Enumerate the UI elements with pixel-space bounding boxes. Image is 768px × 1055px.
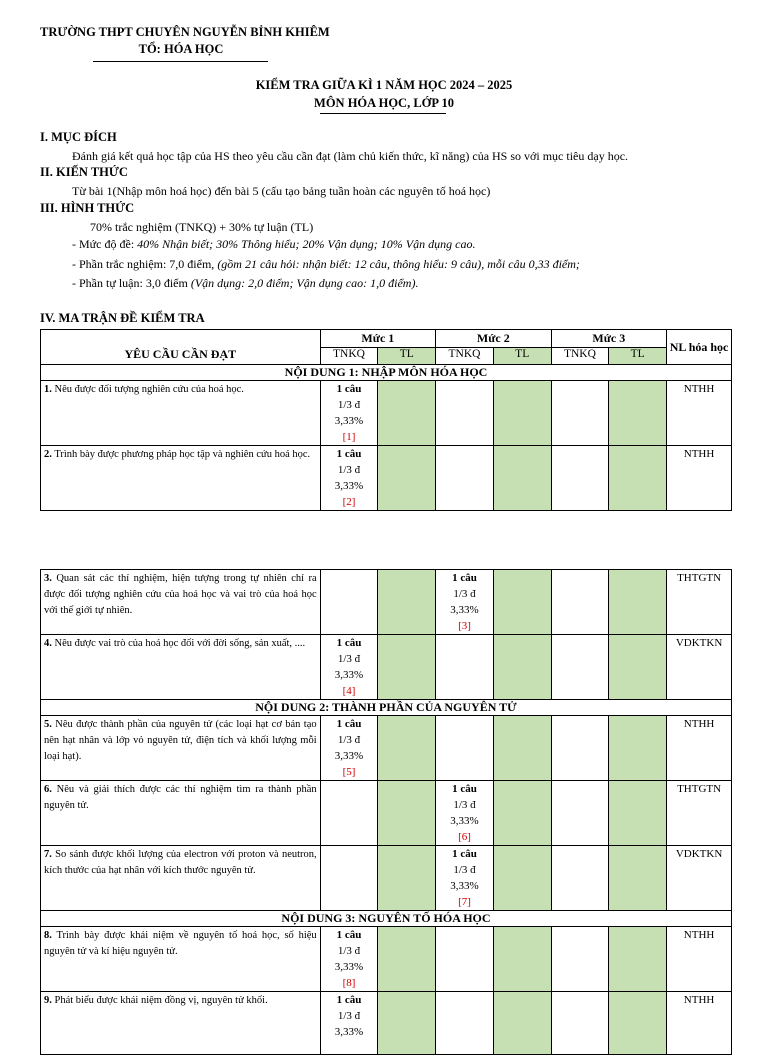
- section-knowledge-title: II. KIẾN THỨC: [40, 165, 128, 179]
- table-row: [41, 927, 732, 992]
- question-cell: 1 câu 1/3 đ 3,33% [7]: [436, 846, 494, 911]
- requirement-text: 9. Phát biểu được khái niệm đồng vị, nguyên tử khối.: [41, 992, 321, 1055]
- competency-code: NTHH: [667, 927, 732, 992]
- matrix-table-page2: [40, 569, 732, 1055]
- section-purpose-text: Đánh giá kết quả học tập của HS theo yêu cầu cần đạt (làm chủ kiến thức, kĩ năng) của HS so với mục tiêu dạy học.: [72, 149, 629, 163]
- content-heading: NỘI DUNG 2: THÀNH PHẦN CỦA NGUYÊN TỬ: [41, 700, 732, 716]
- question-cell: 1 câu 1/3 đ 3,33% [3]: [436, 570, 494, 635]
- question-cell: 1 câu 1/3 đ 3,33% [5]: [320, 716, 378, 781]
- requirement-text: 5. Nêu được thành phần của nguyên tử (các loại hạt cơ bản tạo nên hạt nhân và lớp vỏ nguyên tử, điện tích và khối lượng mỗi loại hạt).: [41, 716, 321, 781]
- level1-header: Mức 1: [320, 330, 435, 348]
- requirement-header: YÊU CẦU CẦN ĐẠT: [41, 330, 321, 365]
- exam-subject: MÔN HÓA HỌC, LỚP 10: [314, 96, 454, 110]
- competency-code: NTHH: [667, 446, 732, 511]
- question-cell: 1 câu 1/3 đ 3,33% [2]: [320, 446, 378, 511]
- table-row: [41, 635, 732, 700]
- requirement-text: 2. Trình bày được phương pháp học tập và nghiên cứu hoá học.: [41, 446, 321, 511]
- department-name: TỔ: HÓA HỌC: [138, 42, 224, 56]
- tnkq-header: TNKQ: [436, 348, 494, 365]
- section-knowledge-text: Từ bài 1(Nhập môn hoá học) đến bài 5 (cấu tạo bảng tuần hoàn các nguyên tố hoá học): [72, 184, 491, 198]
- requirement-text: 1. Nêu được đối tượng nghiên cứu của hoá học.: [41, 381, 321, 446]
- question-cell: 1 câu 1/3 đ 3,33% [8]: [320, 927, 378, 992]
- format-essay: - Phần tự luận: 3,0 điểm (Vận dụng: 2,0 điểm; Vận dụng cao: 1,0 điểm).: [72, 276, 419, 290]
- competency-code: NTHH: [667, 716, 732, 781]
- format-multiple-choice: - Phần trắc nghiệm: 7,0 điểm, (gồm 21 câu hỏi: nhận biết: 12 câu, thông hiểu: 9 câu), mỗi câu 0,33 điểm;: [72, 257, 580, 271]
- tl-header: TL: [609, 348, 667, 365]
- competency-code: VDKTKN: [667, 635, 732, 700]
- exam-title: KIỂM TRA GIỮA KÌ 1 NĂM HỌC 2024 – 2025: [255, 78, 513, 92]
- tl-header: TL: [493, 348, 551, 365]
- requirement-text: 4. Nêu được vai trò của hoá học đối với đời sống, sản xuất, ....: [41, 635, 321, 700]
- table-row: [41, 446, 732, 511]
- level3-header: Mức 3: [551, 330, 666, 348]
- requirement-text: 8. Trình bày được khái niệm về nguyên tố hoá học, số hiệu nguyên tử và kí hiệu nguyên tử.: [41, 927, 321, 992]
- header-divider: [93, 61, 268, 62]
- competency-code: THTGTN: [667, 781, 732, 846]
- tnkq-header: TNKQ: [551, 348, 609, 365]
- table-row: [41, 716, 732, 781]
- competency-code: VDKTKN: [667, 846, 732, 911]
- format-level: - Mức độ đề: 40% Nhận biết; 30% Thông hiểu; 20% Vận dụng; 10% Vận dụng cao.: [72, 237, 476, 251]
- requirement-text: 6. Nêu và giải thích được các thí nghiệm tìm ra thành phần nguyên tử.: [41, 781, 321, 846]
- tnkq-header: TNKQ: [320, 348, 378, 365]
- matrix-table-page1: [40, 329, 732, 511]
- question-cell: 1 câu 1/3 đ 3,33%: [320, 992, 378, 1055]
- requirement-text: 3. Quan sát các thí nghiệm, hiện tượng trong tự nhiên chỉ ra được đối tượng nghiên cứu của hoá học và vai trò của hoá học với thế giới tự nhiên.: [41, 570, 321, 635]
- content-heading: NỘI DUNG 3: NGUYÊN TỐ HÓA HỌC: [41, 911, 732, 927]
- table-row: [41, 570, 732, 635]
- format-ratio: 70% trắc nghiệm (TNKQ) + 30% tự luận (TL): [90, 220, 314, 234]
- section-purpose-title: I. MỤC ĐÍCH: [40, 130, 117, 144]
- table-row: [41, 846, 732, 911]
- table-row: [41, 781, 732, 846]
- school-name: TRƯỜNG THPT CHUYÊN NGUYỄN BỈNH KHIÊM: [40, 25, 330, 39]
- question-cell: 1 câu 1/3 đ 3,33% [4]: [320, 635, 378, 700]
- content-heading: NỘI DUNG 1: NHẬP MÔN HÓA HỌC: [41, 365, 732, 381]
- competency-code: NTHH: [667, 992, 732, 1055]
- nl-header: NL hóa học: [667, 330, 732, 365]
- subject-underline: [320, 113, 446, 114]
- question-cell: 1 câu 1/3 đ 3,33% [6]: [436, 781, 494, 846]
- level2-header: Mức 2: [436, 330, 551, 348]
- competency-code: THTGTN: [667, 570, 732, 635]
- table-row: [41, 381, 732, 446]
- question-cell: 1 câu 1/3 đ 3,33% [1]: [320, 381, 378, 446]
- table-row: [41, 992, 732, 1055]
- section-matrix-title: IV. MA TRẬN ĐỀ KIỂM TRA: [40, 311, 205, 325]
- requirement-text: 7. So sánh được khối lượng của electron với proton và neutron, kích thước của hạt nhân với kích thước nguyên tử.: [41, 846, 321, 911]
- competency-code: NTHH: [667, 381, 732, 446]
- section-format-title: III. HÌNH THỨC: [40, 201, 135, 215]
- tl-header: TL: [378, 348, 436, 365]
